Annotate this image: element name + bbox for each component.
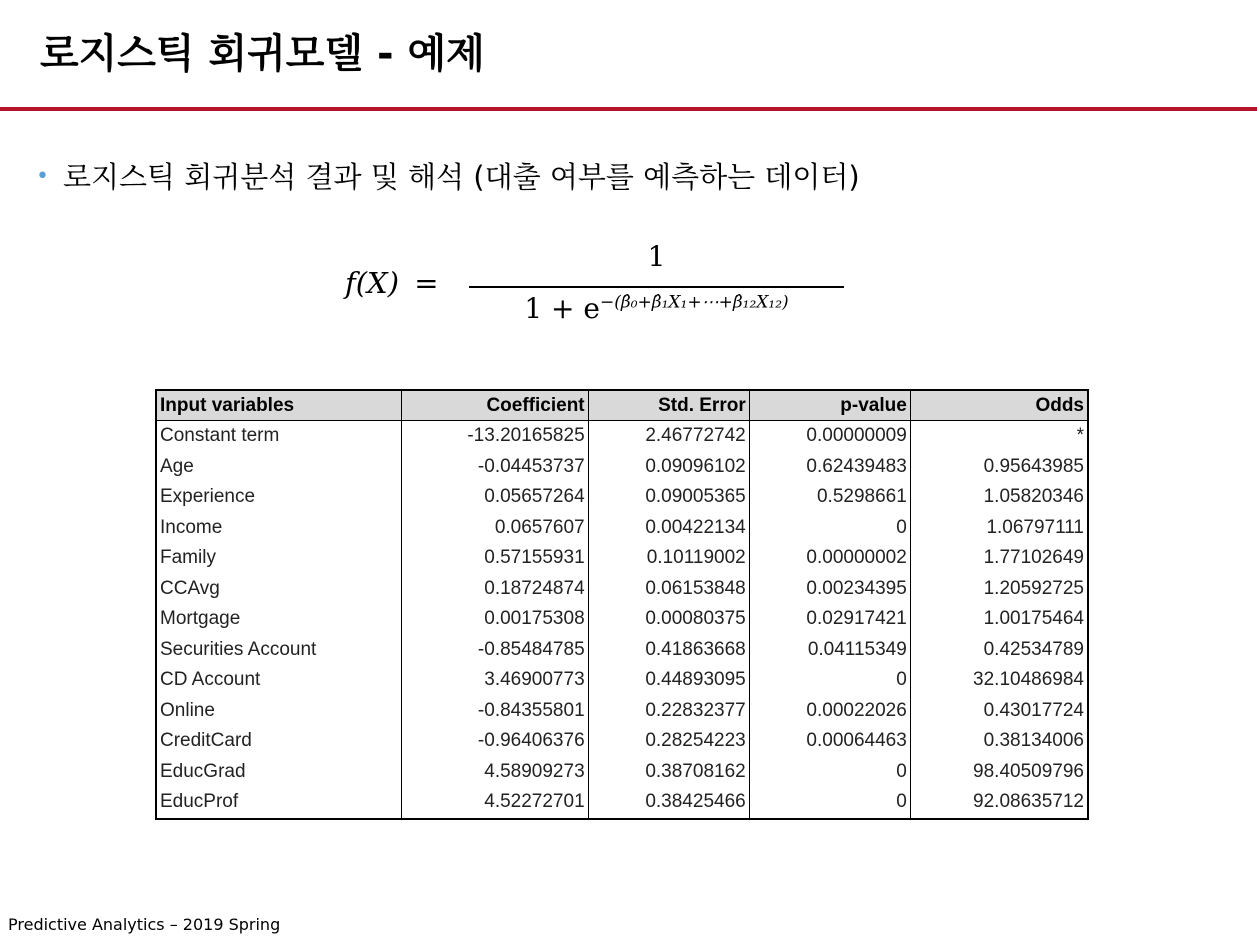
fraction-bar [469,286,844,288]
table-row [156,452,1088,483]
table-cell: 0.95643985 [910,452,1088,483]
table-cell: 0.38425466 [588,787,749,819]
table-body [156,421,1088,819]
footer-text: Predictive Analytics – 2019 Spring [8,915,281,934]
table-cell: 0.10119002 [588,543,749,574]
bullet-point [36,160,860,195]
table-cell: 0 [749,665,910,696]
table-cell: 0.02917421 [749,604,910,635]
table-cell: 0.41863668 [588,635,749,666]
column-header: p-value [749,390,910,421]
table-cell: 0.00064463 [749,726,910,757]
table-row [156,574,1088,605]
table-row [156,635,1088,666]
table-row [156,604,1088,635]
table-cell: -0.85484785 [402,635,588,666]
column-header: Coefficient [402,390,588,421]
table-cell: -0.04453737 [402,452,588,483]
table-header-row [156,390,1088,421]
table-cell: 0 [749,513,910,544]
table-cell: Age [156,452,402,483]
table-cell: 4.52272701 [402,787,588,819]
table-cell: -0.84355801 [402,696,588,727]
table-cell: 32.10486984 [910,665,1088,696]
table-cell: 1.20592725 [910,574,1088,605]
table-cell: 92.08635712 [910,787,1088,819]
table-cell: 0.00175308 [402,604,588,635]
table-cell: 0.62439483 [749,452,910,483]
slide-title: 로지스틱 회귀모델 - 예제 [40,31,485,77]
bullet-text: 로지스틱 회귀분석 결과 및 해석 (대출 여부를 예측하는 데이터) [62,160,860,194]
table-row [156,543,1088,574]
table-cell: 1.77102649 [910,543,1088,574]
table-cell: 1.00175464 [910,604,1088,635]
table-cell: 0.09005365 [588,482,749,513]
table-cell: CreditCard [156,726,402,757]
table-cell: 0.00000009 [749,421,910,452]
denominator-exponent: −(β̂₀+β̂₁X₁+⋯+β̂₁₂X₁₂) [600,292,789,313]
regression-results-table [155,389,1089,820]
table-cell: 0.00000002 [749,543,910,574]
table-cell: 0.44893095 [588,665,749,696]
table-cell: 0.43017724 [910,696,1088,727]
denominator-base: 1 + e [524,292,600,325]
bullet-dot-icon: • [36,164,49,189]
table-cell: EducGrad [156,757,402,788]
formula-denominator [469,292,844,325]
table-row [156,696,1088,727]
table-cell: 0.09096102 [588,452,749,483]
table-cell: 2.46772742 [588,421,749,452]
table-cell: Securities Account [156,635,402,666]
table-row [156,421,1088,452]
table-cell: CCAvg [156,574,402,605]
table-cell: 1.06797111 [910,513,1088,544]
table-cell: 98.40509796 [910,757,1088,788]
logistic-formula [345,240,865,335]
table-cell: 0.42534789 [910,635,1088,666]
table-cell: 0.5298661 [749,482,910,513]
table-cell: 0.00234395 [749,574,910,605]
table-cell: 1.05820346 [910,482,1088,513]
table-row [156,513,1088,544]
table-cell: 0.0657607 [402,513,588,544]
table-row [156,787,1088,819]
table-cell: Mortgage [156,604,402,635]
table-cell: 0.38708162 [588,757,749,788]
table-row [156,482,1088,513]
column-header: Input variables [156,390,402,421]
table-cell: CD Account [156,665,402,696]
column-header: Odds [910,390,1088,421]
table-row [156,726,1088,757]
formula-numerator: 1 [647,240,666,273]
table-cell: 0.28254223 [588,726,749,757]
table-cell: 0.06153848 [588,574,749,605]
table-cell: Income [156,513,402,544]
table-cell: 0.18724874 [402,574,588,605]
table-cell: Experience [156,482,402,513]
formula-equals: = [414,266,439,300]
table-cell: 0.00422134 [588,513,749,544]
table-cell: -0.96406376 [402,726,588,757]
table-cell: 0.22832377 [588,696,749,727]
table-cell: 0.00080375 [588,604,749,635]
table-cell: Constant term [156,421,402,452]
table-cell: 0.57155931 [402,543,588,574]
table-cell: Family [156,543,402,574]
table-row [156,757,1088,788]
formula-lhs [345,266,439,300]
table-cell: 0.38134006 [910,726,1088,757]
table-cell: 0.05657264 [402,482,588,513]
table-cell: 0 [749,757,910,788]
table-cell: EducProf [156,787,402,819]
title-divider [0,107,1257,111]
table-cell: * [910,421,1088,452]
formula-function: f(X) [345,266,400,300]
table-cell: 4.58909273 [402,757,588,788]
table-row [156,665,1088,696]
table-cell: 3.46900773 [402,665,588,696]
table-cell: 0.04115349 [749,635,910,666]
table-cell: -13.20165825 [402,421,588,452]
column-header: Std. Error [588,390,749,421]
table-cell: 0.00022026 [749,696,910,727]
table-cell: Online [156,696,402,727]
table-cell: 0 [749,787,910,819]
